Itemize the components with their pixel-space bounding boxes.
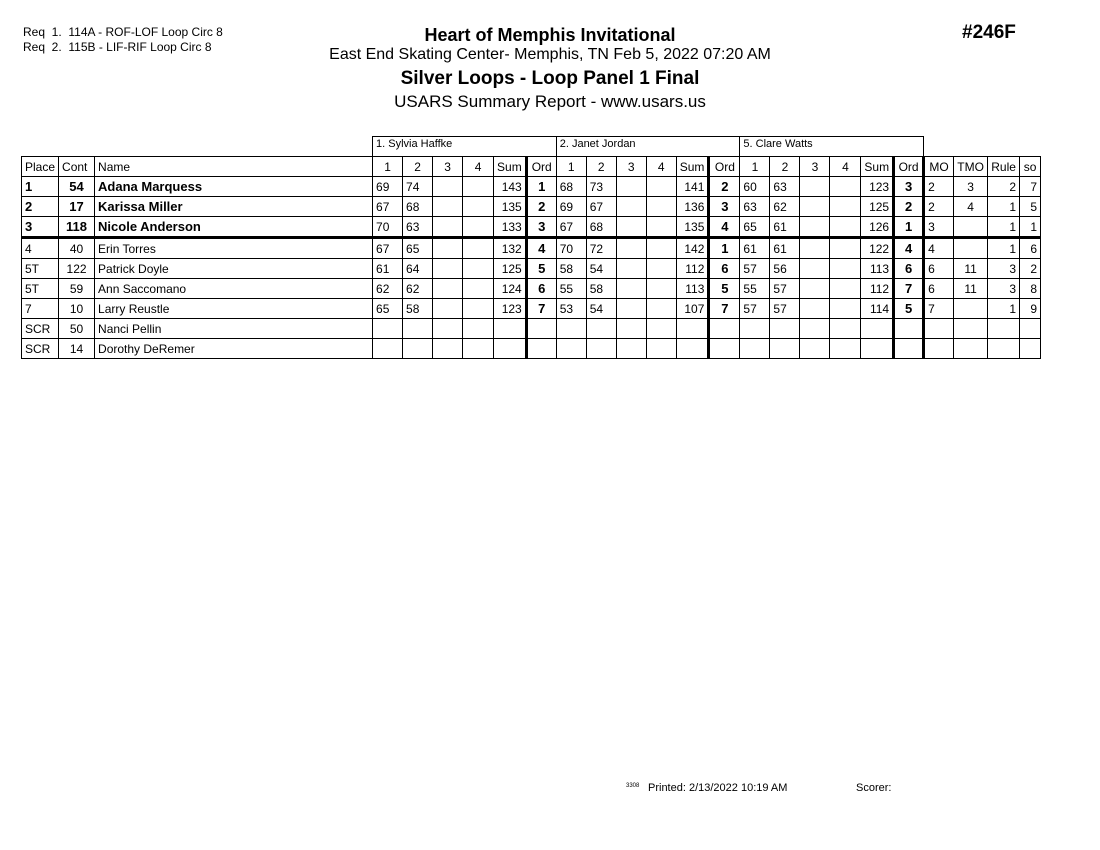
tmo-cell	[954, 299, 988, 319]
judge-3-score-4-cell	[830, 177, 861, 197]
judge-3-ordinal-cell	[894, 319, 924, 339]
judge-2-score-2-cell: 58	[586, 279, 616, 299]
place-cell: SCR	[22, 319, 59, 339]
table-row	[22, 238, 1041, 259]
judge-2-score-1-cell	[556, 319, 586, 339]
table-row	[22, 217, 1041, 238]
judge-1-ordinal-cell	[526, 339, 556, 359]
judge-1-sum-cell: 133	[494, 217, 527, 238]
judge-2-score-4-cell	[646, 339, 676, 359]
judge-3-score-4-cell	[830, 259, 861, 279]
judge-1-score-4-cell	[463, 177, 494, 197]
judge-2-score-3-cell	[616, 279, 646, 299]
judge-3-score-1-cell: 55	[740, 279, 770, 299]
mo-cell: 6	[924, 279, 954, 299]
judge-3-sum-cell	[861, 339, 894, 359]
judges-row	[22, 137, 1041, 157]
judge-1-sum-cell: 125	[494, 259, 527, 279]
judge-2-score-4-cell	[646, 177, 676, 197]
name-cell: Adana Marquess	[95, 177, 373, 197]
judge-2-ordinal-cell: 5	[709, 279, 740, 299]
judge-2-sum-cell: 136	[676, 197, 709, 217]
rule-cell: 1	[988, 217, 1020, 238]
place-cell: 1	[22, 177, 59, 197]
judge-3-sum-cell: 123	[861, 177, 894, 197]
judge-1-score-2-cell: 58	[403, 299, 433, 319]
cont-cell: 54	[59, 177, 95, 197]
table-row	[22, 319, 1041, 339]
judge-2-sum-cell: 112	[676, 259, 709, 279]
judge-3-ordinal-cell: 1	[894, 217, 924, 238]
judge-3-ordinal-cell: 2	[894, 197, 924, 217]
rule-cell: 1	[988, 299, 1020, 319]
judge-1-score-3-cell	[433, 339, 463, 359]
judge-2-score-1-cell: 53	[556, 299, 586, 319]
report-code: 3308	[626, 783, 640, 789]
header-judge-1-score-1: 1	[373, 157, 403, 177]
judge-1-score-3-cell	[433, 197, 463, 217]
judge-2-score-2-cell	[586, 339, 616, 359]
judge-1-sum-cell: 124	[494, 279, 527, 299]
cont-cell: 50	[59, 319, 95, 339]
place-cell: 5T	[22, 259, 59, 279]
judge-2-score-2-cell: 67	[586, 197, 616, 217]
judge-2-score-3-cell	[616, 339, 646, 359]
judge-1-score-2-cell: 64	[403, 259, 433, 279]
judge-3-score-2-cell: 57	[770, 279, 800, 299]
tmo-cell	[954, 238, 988, 259]
table-row	[22, 339, 1041, 359]
judge-1-ordinal-cell: 1	[526, 177, 556, 197]
judge-1-sum-cell: 143	[494, 177, 527, 197]
place-cell: 7	[22, 299, 59, 319]
event-title: Silver Loops - Loop Panel 1 Final	[400, 68, 700, 89]
judge-1-score-1-cell: 65	[373, 299, 403, 319]
name-cell: Erin Torres	[95, 238, 373, 259]
header-judge-3-score-4: 4	[830, 157, 861, 177]
judge-1-sum-cell: 123	[494, 299, 527, 319]
judge-3-score-3-cell	[800, 177, 830, 197]
name-cell: Nicole Anderson	[95, 217, 373, 238]
header-judge-3-ord: Ord	[894, 157, 924, 177]
judge-2-score-3-cell	[616, 238, 646, 259]
table-row	[22, 177, 1041, 197]
so-cell	[1020, 339, 1041, 359]
judge-1-sum-cell	[494, 319, 527, 339]
header-judge-2-score-4: 4	[646, 157, 676, 177]
rule-cell	[988, 319, 1020, 339]
header-judge-1-score-3: 3	[433, 157, 463, 177]
judge-3-score-2-cell: 61	[770, 238, 800, 259]
judge-2-sum-cell: 113	[676, 279, 709, 299]
place-cell: 5T	[22, 279, 59, 299]
judge-1-score-2-cell: 62	[403, 279, 433, 299]
cont-cell: 118	[59, 217, 95, 238]
place-cell: SCR	[22, 339, 59, 359]
judge-1-ordinal-cell: 5	[526, 259, 556, 279]
judge-3-score-1-cell: 57	[740, 299, 770, 319]
judge-2-score-3-cell	[616, 259, 646, 279]
judge-2-score-1-cell: 70	[556, 238, 586, 259]
name-cell: Nanci Pellin	[95, 319, 373, 339]
judge-1-sum-cell: 135	[494, 197, 527, 217]
judge-1-score-3-cell	[433, 279, 463, 299]
venue-date: East End Skating Center- Memphis, TN Feb 5, 2022 07:20 AM	[329, 46, 771, 63]
mo-cell: 4	[924, 238, 954, 259]
results-table	[21, 136, 1041, 359]
header-judge-2-score-3: 3	[616, 157, 646, 177]
mo-cell: 7	[924, 299, 954, 319]
header-so: so	[1020, 157, 1041, 177]
judge-3-score-2-cell: 57	[770, 299, 800, 319]
judge-2-score-2-cell: 73	[586, 177, 616, 197]
report-header	[0, 24, 1100, 113]
judge-1-score-3-cell	[433, 217, 463, 238]
judge-3-score-2-cell: 63	[770, 177, 800, 197]
header-name: Name	[95, 157, 373, 177]
table-row	[22, 279, 1041, 299]
judge-3-score-4-cell	[830, 197, 861, 217]
place-cell: 3	[22, 217, 59, 238]
judge-2-score-4-cell	[646, 217, 676, 238]
judge-1-ordinal-cell: 6	[526, 279, 556, 299]
judge-3-sum-cell: 114	[861, 299, 894, 319]
judge-2-sum-cell	[676, 319, 709, 339]
judge-1-score-4-cell	[463, 279, 494, 299]
judge-2-score-2-cell	[586, 319, 616, 339]
judge-3-ordinal-cell: 5	[894, 299, 924, 319]
rule-cell: 3	[988, 279, 1020, 299]
judge-2-sum-cell: 141	[676, 177, 709, 197]
judge-1-ordinal-cell	[526, 319, 556, 339]
so-cell: 9	[1020, 299, 1041, 319]
judge-1-score-2-cell	[403, 319, 433, 339]
judge-1-name: 1. Sylvia Haffke	[373, 137, 557, 157]
tmo-cell: 3	[954, 177, 988, 197]
header-judge-2-score-1: 1	[556, 157, 586, 177]
tmo-cell	[954, 339, 988, 359]
judge-3-score-3-cell	[800, 319, 830, 339]
judge-2-score-3-cell	[616, 217, 646, 238]
tmo-cell: 4	[954, 197, 988, 217]
judge-2-score-1-cell: 69	[556, 197, 586, 217]
name-cell: Larry Reustle	[95, 299, 373, 319]
judge-1-score-4-cell	[463, 339, 494, 359]
cont-cell: 10	[59, 299, 95, 319]
judge-2-sum-cell	[676, 339, 709, 359]
header-cont: Cont	[59, 157, 95, 177]
competition-title: Heart of Memphis Invitational	[424, 25, 676, 45]
judge-2-ordinal-cell	[709, 319, 740, 339]
judge-3-sum-cell: 122	[861, 238, 894, 259]
cont-cell: 14	[59, 339, 95, 359]
place-cell: 2	[22, 197, 59, 217]
mo-cell	[924, 339, 954, 359]
header-judge-1-sum: Sum	[494, 157, 527, 177]
rule-cell: 1	[988, 197, 1020, 217]
rule-cell: 3	[988, 259, 1020, 279]
judge-1-score-1-cell: 67	[373, 197, 403, 217]
judge-2-score-2-cell: 68	[586, 217, 616, 238]
judge-2-name: 2. Janet Jordan	[556, 137, 740, 157]
judge-2-score-1-cell: 67	[556, 217, 586, 238]
cont-cell: 59	[59, 279, 95, 299]
judge-3-score-1-cell: 63	[740, 197, 770, 217]
mo-cell: 2	[924, 177, 954, 197]
judge-3-ordinal-cell: 3	[894, 177, 924, 197]
judge-1-score-4-cell	[463, 197, 494, 217]
judge-2-score-4-cell	[646, 319, 676, 339]
judge-3-ordinal-cell: 4	[894, 238, 924, 259]
judge-1-score-1-cell: 61	[373, 259, 403, 279]
judge-3-score-4-cell	[830, 339, 861, 359]
judge-2-score-4-cell	[646, 197, 676, 217]
header-rule: Rule	[988, 157, 1020, 177]
scorer-label: Scorer:	[856, 782, 892, 794]
requirement-1: Req 1. 114A - ROF-LOF Loop Circ 8	[23, 25, 223, 39]
tmo-cell	[954, 217, 988, 238]
judge-1-sum-cell: 132	[494, 238, 527, 259]
judge-2-score-3-cell	[616, 319, 646, 339]
so-cell: 8	[1020, 279, 1041, 299]
printed-timestamp: Printed: 2/13/2022 10:19 AM	[648, 782, 788, 794]
judge-2-score-3-cell	[616, 177, 646, 197]
judge-1-sum-cell	[494, 339, 527, 359]
judge-2-score-4-cell	[646, 238, 676, 259]
judge-3-score-3-cell	[800, 259, 830, 279]
judge-2-score-3-cell	[616, 197, 646, 217]
judge-1-ordinal-cell: 2	[526, 197, 556, 217]
judge-3-score-2-cell: 61	[770, 217, 800, 238]
judge-3-ordinal-cell: 7	[894, 279, 924, 299]
judge-3-ordinal-cell	[894, 339, 924, 359]
judge-2-score-2-cell: 54	[586, 259, 616, 279]
header-place: Place	[22, 157, 59, 177]
judge-1-score-1-cell: 62	[373, 279, 403, 299]
name-cell: Ann Saccomano	[95, 279, 373, 299]
judge-1-score-1-cell: 67	[373, 238, 403, 259]
name-cell: Patrick Doyle	[95, 259, 373, 279]
judge-2-ordinal-cell: 6	[709, 259, 740, 279]
header-judge-3-sum: Sum	[861, 157, 894, 177]
judge-2-score-1-cell: 55	[556, 279, 586, 299]
judge-2-score-1-cell: 68	[556, 177, 586, 197]
header-judge-2-score-2: 2	[586, 157, 616, 177]
tmo-cell: 11	[954, 259, 988, 279]
judge-1-score-2-cell: 68	[403, 197, 433, 217]
name-cell: Dorothy DeRemer	[95, 339, 373, 359]
judge-1-score-1-cell: 69	[373, 177, 403, 197]
judge-3-score-1-cell	[740, 339, 770, 359]
table-row	[22, 299, 1041, 319]
header-judge-1-score-2: 2	[403, 157, 433, 177]
event-number: #246F	[962, 22, 1016, 43]
judge-3-sum-cell: 113	[861, 259, 894, 279]
cont-cell: 40	[59, 238, 95, 259]
judge-1-score-2-cell	[403, 339, 433, 359]
judge-1-score-1-cell: 70	[373, 217, 403, 238]
judge-2-score-2-cell: 72	[586, 238, 616, 259]
judge-3-score-2-cell: 56	[770, 259, 800, 279]
judge-3-score-3-cell	[800, 238, 830, 259]
judge-3-sum-cell: 112	[861, 279, 894, 299]
judge-3-score-3-cell	[800, 339, 830, 359]
judge-2-score-1-cell	[556, 339, 586, 359]
judge-2-ordinal-cell: 7	[709, 299, 740, 319]
judge-1-score-1-cell	[373, 319, 403, 339]
judge-1-score-4-cell	[463, 238, 494, 259]
judge-3-score-2-cell	[770, 339, 800, 359]
judge-3-sum-cell: 126	[861, 217, 894, 238]
judge-2-sum-cell: 142	[676, 238, 709, 259]
name-cell: Karissa Miller	[95, 197, 373, 217]
judge-3-score-4-cell	[830, 238, 861, 259]
judge-1-score-4-cell	[463, 259, 494, 279]
report-subtitle: USARS Summary Report - www.usars.us	[394, 92, 706, 111]
judge-1-score-2-cell: 63	[403, 217, 433, 238]
so-cell: 6	[1020, 238, 1041, 259]
header-judge-3-score-1: 1	[740, 157, 770, 177]
so-cell	[1020, 319, 1041, 339]
judge-3-score-2-cell	[770, 319, 800, 339]
judge-3-score-4-cell	[830, 279, 861, 299]
judge-3-score-1-cell: 65	[740, 217, 770, 238]
judge-1-score-3-cell	[433, 299, 463, 319]
judge-2-sum-cell: 107	[676, 299, 709, 319]
mo-cell	[924, 319, 954, 339]
judge-3-score-4-cell	[830, 319, 861, 339]
judge-2-score-4-cell	[646, 279, 676, 299]
judge-3-score-1-cell: 60	[740, 177, 770, 197]
judge-1-score-2-cell: 74	[403, 177, 433, 197]
so-cell: 2	[1020, 259, 1041, 279]
judge-1-score-3-cell	[433, 177, 463, 197]
so-cell: 5	[1020, 197, 1041, 217]
header-judge-3-score-3: 3	[800, 157, 830, 177]
judge-2-sum-cell: 135	[676, 217, 709, 238]
judge-1-score-3-cell	[433, 319, 463, 339]
judge-1-score-1-cell	[373, 339, 403, 359]
judge-1-ordinal-cell: 7	[526, 299, 556, 319]
tmo-cell: 11	[954, 279, 988, 299]
cont-cell: 17	[59, 197, 95, 217]
judge-2-score-2-cell: 54	[586, 299, 616, 319]
judge-2-ordinal-cell: 2	[709, 177, 740, 197]
judge-3-sum-cell	[861, 319, 894, 339]
judge-3-score-4-cell	[830, 217, 861, 238]
judge-1-score-4-cell	[463, 319, 494, 339]
judge-2-ordinal-cell	[709, 339, 740, 359]
rule-cell	[988, 339, 1020, 359]
mo-cell: 6	[924, 259, 954, 279]
judge-1-ordinal-cell: 4	[526, 238, 556, 259]
judge-3-score-4-cell	[830, 299, 861, 319]
header-judge-2-sum: Sum	[676, 157, 709, 177]
header-judge-1-score-4: 4	[463, 157, 494, 177]
mo-cell: 2	[924, 197, 954, 217]
judge-3-score-3-cell	[800, 217, 830, 238]
table-row	[22, 197, 1041, 217]
judge-2-ordinal-cell: 1	[709, 238, 740, 259]
judge-2-score-4-cell	[646, 299, 676, 319]
judge-2-ordinal-cell: 4	[709, 217, 740, 238]
cont-cell: 122	[59, 259, 95, 279]
place-cell: 4	[22, 238, 59, 259]
judge-2-score-4-cell	[646, 259, 676, 279]
so-cell: 7	[1020, 177, 1041, 197]
requirement-2: Req 2. 115B - LIF-RIF Loop Circ 8	[23, 40, 212, 54]
judge-3-score-1-cell	[740, 319, 770, 339]
rule-cell: 1	[988, 238, 1020, 259]
mo-cell: 3	[924, 217, 954, 238]
header-tmo: TMO	[954, 157, 988, 177]
judge-3-score-3-cell	[800, 197, 830, 217]
rule-cell: 2	[988, 177, 1020, 197]
judge-3-score-2-cell: 62	[770, 197, 800, 217]
header-judge-3-score-2: 2	[770, 157, 800, 177]
so-cell: 1	[1020, 217, 1041, 238]
column-header-row	[22, 157, 1041, 177]
judge-1-ordinal-cell: 3	[526, 217, 556, 238]
judge-3-score-1-cell: 61	[740, 238, 770, 259]
judge-1-score-3-cell	[433, 238, 463, 259]
judge-1-score-3-cell	[433, 259, 463, 279]
judge-3-score-3-cell	[800, 299, 830, 319]
judge-2-score-1-cell: 58	[556, 259, 586, 279]
judge-1-score-2-cell: 65	[403, 238, 433, 259]
judge-2-ordinal-cell: 3	[709, 197, 740, 217]
table-row	[22, 259, 1041, 279]
judge-3-score-3-cell	[800, 279, 830, 299]
judge-1-score-4-cell	[463, 217, 494, 238]
judge-2-score-3-cell	[616, 299, 646, 319]
tmo-cell	[954, 319, 988, 339]
judge-3-score-1-cell: 57	[740, 259, 770, 279]
header-mo: MO	[924, 157, 954, 177]
judge-3-name: 5. Clare Watts	[740, 137, 924, 157]
judge-3-ordinal-cell: 6	[894, 259, 924, 279]
header-judge-1-ord: Ord	[526, 157, 556, 177]
judge-1-score-4-cell	[463, 299, 494, 319]
header-judge-2-ord: Ord	[709, 157, 740, 177]
judge-3-sum-cell: 125	[861, 197, 894, 217]
